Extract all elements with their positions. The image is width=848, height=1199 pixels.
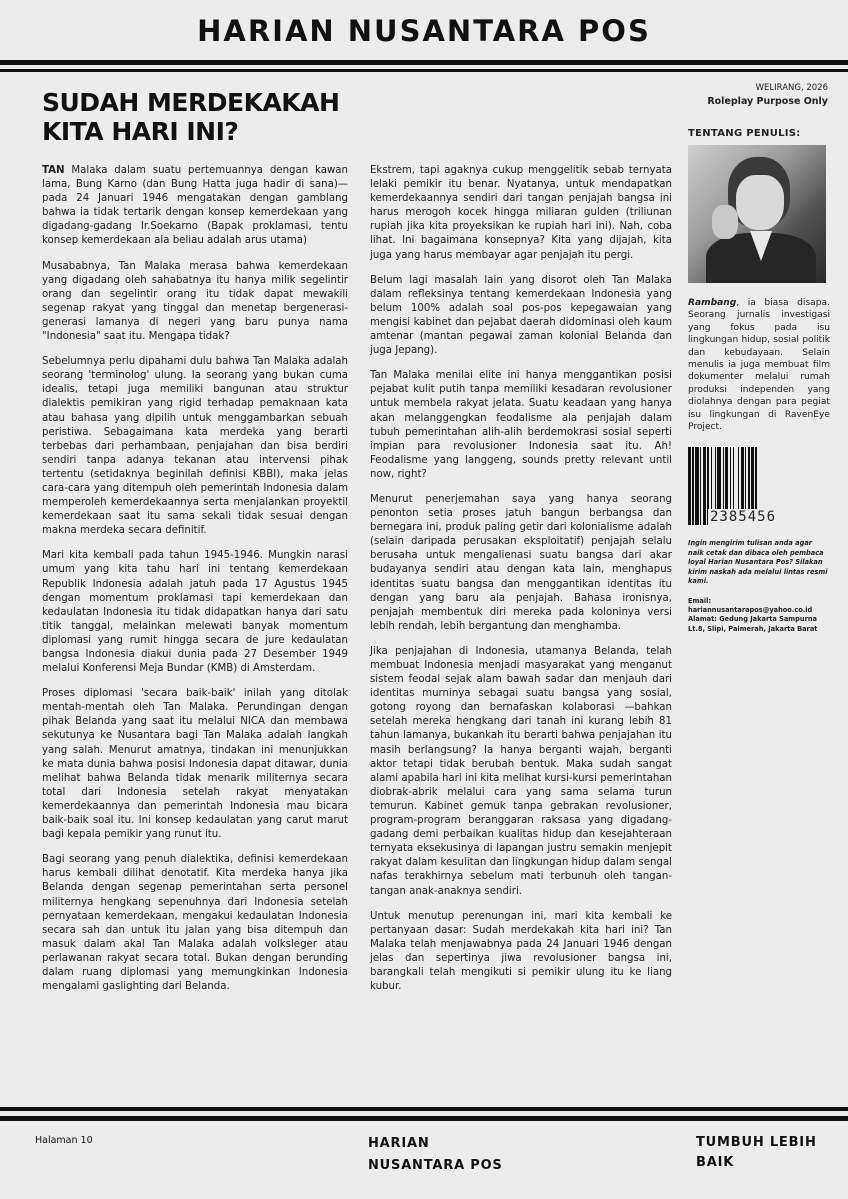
edition-date: WELIRANG, 2026 — [755, 83, 828, 93]
contact-label: Email: — [688, 596, 711, 605]
masthead-rule-bottom — [0, 69, 848, 72]
headline — [42, 88, 442, 146]
footer-slogan-line-1: TUMBUH LEBIH — [696, 1135, 817, 1150]
paragraph: Proses diplomasi 'secara baik-baik' inilah yang ditolak mentah-mentah oleh Tan Malaka. Perundingan dengan pihak Belanda yang saat itu melalui NICA dan membawa sekutunya ke Nusantara bagi Tan Malaka adalah langkah yang salah. Menurut amatnya, tindakan ini menunjukkan ke mata dunia bahwa posisi Indonesia dapat ditawar, dunia melihat bahwa Belanda tidak menarik militernya secara total dari Indonesia setelah rakyat menyatakan kemerdekaannya dan pemerintah Indonesia mau bicara baik-baik soal itu. Ini konsep kedaulatan yang carut marut bagi kepala pemikir yang runut itu. — [42, 688, 348, 841]
paragraph: Mari kita kembali pada tahun 1945-1946. Mungkin narasi umum yang kita tahu hari ini tentang kemerdekaan Republik Indonesia adalah jatuh pada 17 Agustus 1945 dengan momentum proklamasi tapi kemerdekaan dan kedaulatan Indonesia itu tidak didapatkan hanya dari satu titik tanggal, melainkan melewati banyak momentum diplomasi yang rumit hingga secara de jure kedaulatan bangsa Indonesia diakui dunia pada 27 Desember 1949 melalui Konferensi Meja Bundar (KMB) di Amsterdam. — [42, 550, 348, 675]
paragraph: Ekstrem, tapi agaknya cukup menggelitik sebab ternyata lelaki pemikir itu benar. Nyatanya, untuk mendapatkan kemerdekaannya sendiri dari tangan penjajah bangsa ini harus merogoh kocek hingga miliaran gulden (triliunan rupiah jika kita proyeksikan ke rupiah hari ini). Nah, coba lihat. Ini bagaimana konsepnya? Kita yang dijajah, kita juga yang harus membayar agar penjajah itu pergi. — [370, 165, 672, 261]
edition-note: Roleplay Purpose Only — [707, 96, 828, 107]
contact-address: Alamat: Gedung Jakarta Sampurna Lt.8, Slipi, Palmerah, Jakarta Barat — [688, 615, 818, 633]
paragraph: Menurut penerjemahan saya yang hanya seorang penonton setia proses jatuh bangun berbangsa dan bernegara ini, produk paling getir dari kolonialisme adalah (selain daripada perusakan eksploitatif) penjajah selalu berusaha untuk mengalienasi suatu bangsa dari akar budayanya sendiri atau dengan kata lain, menghapus identitas suatu bangsa dan menggantikan identitas itu dengan yang baru ala penjajah. Bahasa ironisnya, penjajah membentuk diri mereka pada koloninya versi lebih rendah, lebih bergantung dan menghamba. — [370, 493, 672, 632]
masthead-title: HARIAN NUSANTARA POS — [197, 14, 651, 48]
lead-word: TAN — [42, 165, 65, 176]
edition-info — [707, 83, 828, 107]
article-column-2 — [370, 164, 672, 1005]
footer-rule-bottom — [0, 1116, 848, 1121]
sidebar-title: TENTANG PENULIS: — [688, 128, 801, 139]
barcode-number: 2385456 — [710, 509, 777, 526]
paragraph: Untuk menutup perenungan ini, mari kita kembali ke pertanyaan dasar: Sudah merdekakah kita hari ini? Tan Malaka telah menjawabnya pada 24 Januari 1946 dengan jelas dan sepertinya jiwa revolusioner bangsa ini, barangkali telah mengikuti si pemikir ulung itu ke liang kubur. — [370, 910, 672, 993]
author-name: Rambang — [688, 298, 737, 308]
page-number: Halaman 10 — [35, 1135, 93, 1146]
author-bio — [688, 297, 830, 433]
footer-brand — [368, 1133, 538, 1177]
barcode-bar — [688, 447, 691, 525]
paragraph: Jika penjajahan di Indonesia, utamanya Belanda, telah membuat Indonesia menjadi masyarakat yang menganut sistem feodal sejak alam bawah sadar dan menjauh dari identitas murninya sebagai suatu bangsa yang sosial, gotong royong dan bernafaskan kolaborasi —bahkan setelah mereka hengkang dari tanah ini kurang lebih 81 tahun lamanya, bukankah itu berarti bahwa penjajahan itu masih berlangsung? Ia hanya berganti wajah, berganti aktor tetapi tidak berubah bentuk. Maka sudah sangat alami apabila hari ini kita melihat kursi-kursi pemerintahan diobrak-abrik melalui cara yang sama selama turun temurun. Kabinet gemuk tanpa gebrakan revolusioner, program-program beranggaran raksasa yang digadang-gadang demi perbaikan kualitas hidup dan kesejahteraan ternyata eksekusinya di lapangan justru semakin menjepit rakyat dalam kesulitan dan lingkungan hidup dalam sengal nafas terakhirnya sebelum mati terbunuh oleh tangan-tangan anak-anaknya sendiri. — [370, 645, 672, 897]
paragraph: Sebelumnya perlu dipahami dulu bahwa Tan Malaka adalah seorang 'terminolog' ulung. Ia seorang yang bukan cuma idealis, tetapi juga memiliki bangunan atau struktur dialektis pemikiran yang rigid terhadap pemaknaan kata atau bahasa yang dipilih untuk menggambarkan sebuah peristiwa. Sebagaimana kata merdeka yang berarti terbebas dari perhambaan, penjajahan dan bisa berdiri sendiri tanpa adanya tekanan atau intervensi pihak tertentu (setidaknya beginilah definisi KBBI), maka jelas cara-cara yang ditempuh oleh pemerintah Indonesia dalam memperoleh kemerdekaannya serta menjalankan proyektil kemerdekaan saat itu sama sekali tidak sesuai dengan makna merdeka secara definitif. — [42, 356, 348, 537]
footer-brand-line-2: NUSANTARA POS — [368, 1158, 503, 1173]
article-lead — [42, 164, 348, 249]
author-bio-text: , ia biasa disapa. Seorang jurnalis investigasi yang fokus pada isu lingkungan hidup, sosial politik dan kebudayaan. Selain menulis ia juga membuat film dokumenter melalui rumah produksi independen yang diolahnya dengan para pegiat isu lingkungan di RavenEye Project. — [688, 298, 830, 433]
author-photo — [688, 145, 826, 283]
submission-invite: Ingin mengirim tulisan anda agar naik cetak dan dibaca oleh pembaca loyal Harian Nusantara Pos? Silakan kirim naskah ada melalui lintas resmi kami. — [688, 539, 828, 586]
author-sidebar — [688, 128, 830, 634]
barcode-bar — [700, 447, 701, 525]
article-column-1 — [42, 164, 348, 1005]
headline-line-1: SUDAH MERDEKAKAH — [42, 88, 340, 117]
lead-text: Malaka dalam suatu pertemuannya dengan kawan lama, Bung Karno (dan Bung Hatta juga hadir di sana)—pada 24 Januari 1946 mengatakan dengan gamblang bahwa ia tidak tertarik dengan konsep kemerdekaan yang digadang-gadang Ir.Soekarno (Bapak proklamasi, tentu konsep kemerdekaan ala beliau adalah arus utama) — [42, 165, 348, 247]
contact-email[interactable]: hariannusantarapos@yahoo.co.id — [688, 605, 813, 614]
footer-brand-line-1: HARIAN — [368, 1136, 430, 1151]
paragraph: Musababnya, Tan Malaka merasa bahwa kemerdekaan yang digadang oleh sahabatnya itu hanya milik segelintir orang dan segelintir orang itu tidak dapat mewakili segenap rakyat yang tinggal dan menetap bergenerasi-generasi lamanya di negeri yang baru punya nama "Indonesia" saat itu. Mengapa tidak? — [42, 260, 348, 343]
footer-rule-top — [0, 1107, 848, 1111]
paragraph: Tan Malaka menilai elite ini hanya menggantikan posisi pejabat kulit putih tanpa memiliki kesadaran revolusioner untuk membela rakyat jelata. Suatu keadaan yang hanya akan melanggengkan feodalisme ala penjajah dalam tubuh pemerintahan alih-alih berdemokrasi sosial seperti impian para revolusioner Indonesia saat itu. Ah! Feodalisme yang langgeng, sounds pretty relevant until now, right? — [370, 370, 672, 480]
barcode-bar — [703, 447, 706, 525]
barcode — [688, 447, 826, 531]
barcode-bar — [692, 447, 694, 525]
paragraph: Belum lagi masalah lain yang disorot oleh Tan Malaka dalam refleksinya tentang kemerdekaan Indonesia yang belum 100% adalah soal pos-pos kepegawaian yang mengisi kabinet dan pejabat daerah didominasi oleh kaum amtenar (mantan pegawai zaman kolonial Belanda dan juga Jepang). — [370, 274, 672, 357]
masthead-rule-top — [0, 60, 848, 65]
headline-line-2: KITA HARI INI? — [42, 117, 239, 146]
footer-slogan — [696, 1133, 836, 1173]
paragraph: Bagi seorang yang penuh dialektika, definisi kemerdekaan harus kembali dilihat denotatif. Kita merdeka hanya jika Belanda dengan segenap pemerintahan serta personel militernya hengkang sepenuhnya dari Indonesia setelah pernyataan kemerdekaan, mengakui kedaulatan Indonesia secara sah dan untuk itu jalan yang bisa ditempuh dan masuk dalam akal Tan Malaka adalah volksleger atau perlawanan rakyat secara total. Bukan dengan berunding dalam ruang diplomasi yang memungkinkan Indonesia mengalami gaslighting dari Belanda. — [42, 854, 348, 993]
footer-slogan-line-2: BAIK — [696, 1155, 735, 1170]
barcode-bar — [695, 447, 699, 525]
contact-info — [688, 597, 830, 635]
